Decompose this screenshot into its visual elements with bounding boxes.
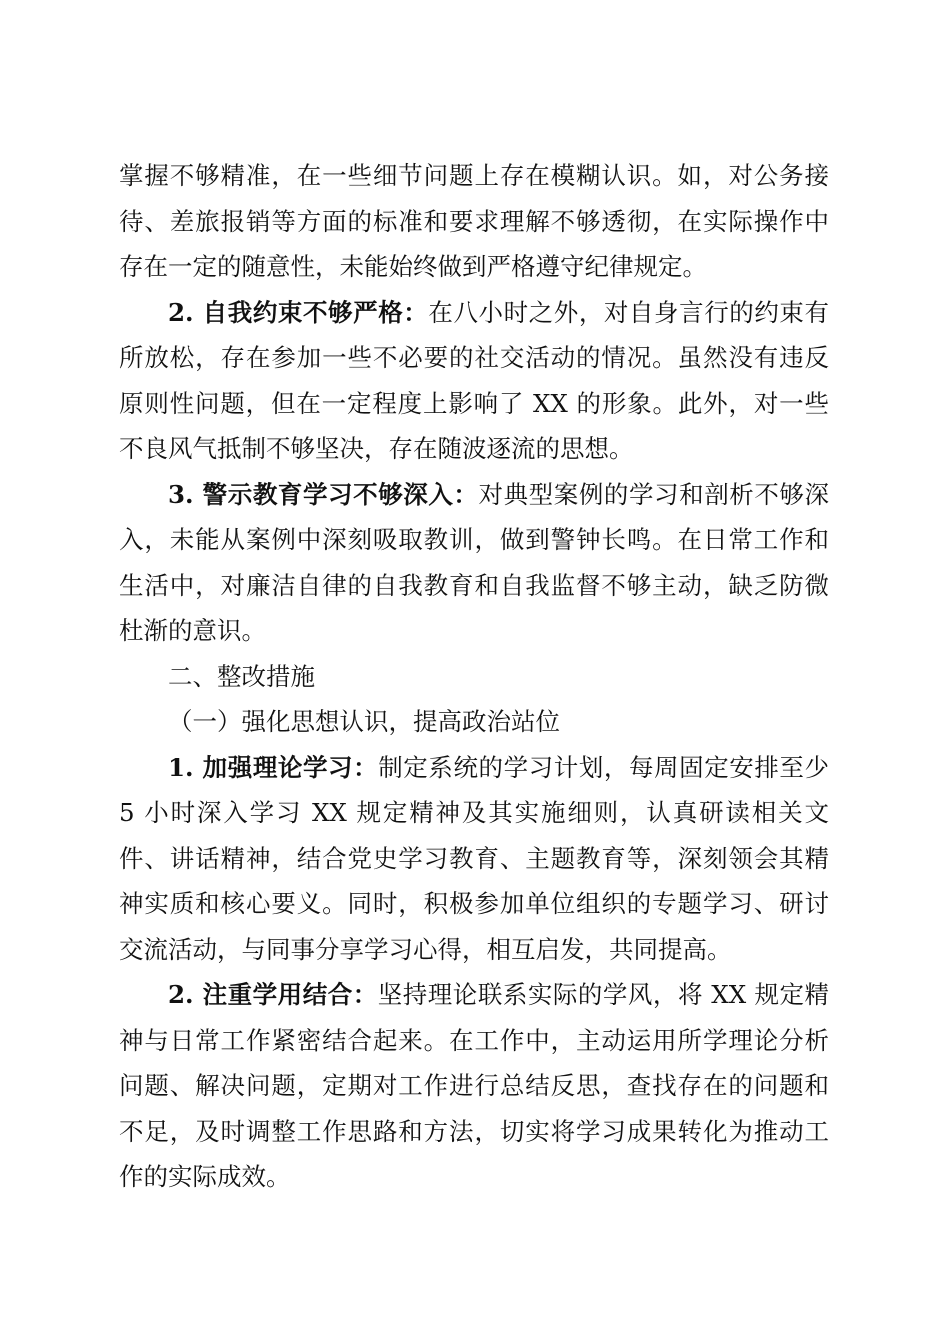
document-body xyxy=(119,153,829,1200)
subsection-heading: （一）强化思想认识，提高政治站位 xyxy=(168,707,560,736)
measure-item-1 xyxy=(119,745,829,973)
problem-item-2 xyxy=(119,290,829,472)
paragraph-continuation xyxy=(119,153,829,290)
measure-item-text: 坚持理论联系实际的学风，将 XX 规定精神与日常工作紧密结合起来。在工作中，主动运用所学理论分析问题、解决问题，定期对工作进行总结反思，查找存在的问题和不足，及时调整工作思路和方法，切实将学习成果转化为推动工作的实际成效。 xyxy=(119,980,829,1191)
problem-item-text: 在八小时之外，对自身言行的约束有所放松，存在参加一些不必要的社交活动的情况。虽然没有违反原则性问题，但在一定程度上影响了 XX 的形象。此外，对一些不良风气抵制不够坚决，存在随波逐流的思想。 xyxy=(119,297,830,463)
problem-item-text: 对典型案例的学习和剖析不够深入，未能从案例中深刻吸取教训，做到警钟长鸣。在日常工作和生活中，对廉洁自律的自我教育和自我监督不够主动，缺乏防微杜渐的意识。 xyxy=(119,479,829,645)
measure-item-2 xyxy=(119,972,829,1200)
problem-item-title: 3. 警示教育学习不够深入： xyxy=(168,479,479,509)
measure-item-title: 2. 注重学用结合： xyxy=(168,980,378,1009)
problem-item-title: 2. 自我约束不够严格： xyxy=(168,297,429,327)
paragraph-text: 掌握不够精准，在一些细节问题上存在模糊认识。如，对公务接待、差旅报销等方面的标准和要求理解不够透彻，在实际操作中存在一定的随意性，未能始终做到严格遵守纪律规定。 xyxy=(119,161,829,281)
section-heading: 二、整改措施 xyxy=(168,661,315,691)
measure-item-title: 1. 加强理论学习： xyxy=(168,752,379,782)
problem-item-3 xyxy=(119,472,829,654)
measure-item-text: 制定系统的学习计划，每周固定安排至少 5 小时深入学习 XX 规定精神及其实施细则，认真研读相关文件、讲话精神，结合党史学习教育、主题教育等，深刻领会其精神实质和核心要义。同时，积极参加单位组织的专题学习、研讨交流活动，与同事分享学习心得，相互启发，共同提高。 xyxy=(119,752,830,964)
